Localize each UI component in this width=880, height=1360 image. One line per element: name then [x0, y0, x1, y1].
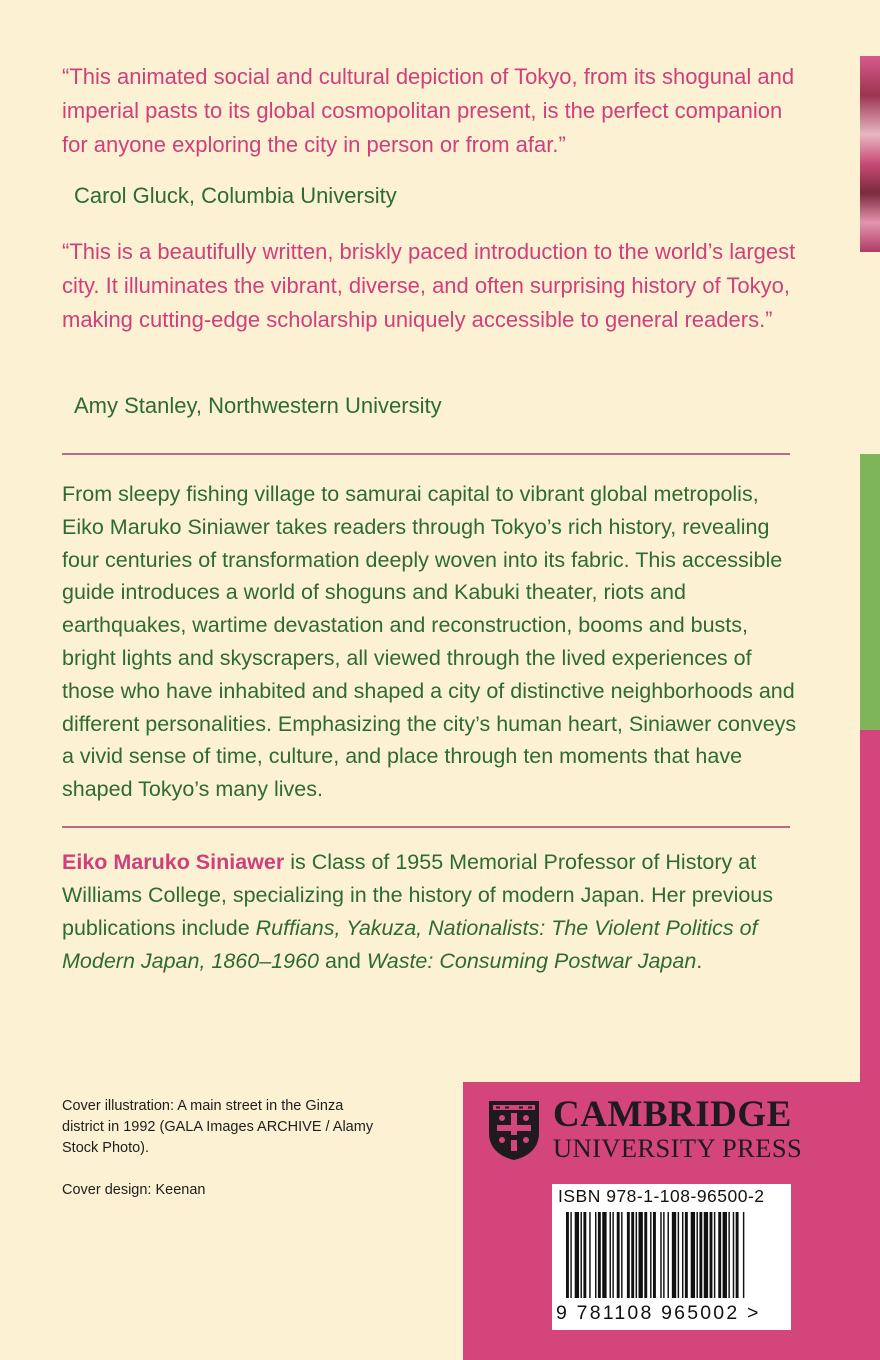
isbn-label: ISBN 978-1-108-96500-2	[558, 1186, 765, 1206]
barcode-bar	[566, 1212, 569, 1298]
barcode-bar	[697, 1212, 698, 1298]
barcode-bar	[685, 1212, 688, 1298]
cover-photo-edge	[860, 56, 880, 252]
barcode-bar	[583, 1212, 586, 1298]
barcode-bar	[631, 1212, 634, 1298]
barcode-bar	[627, 1212, 630, 1298]
bio-text: is Class of 1955 Memorial Professor of History at Williams College, specializing in the history of modern Japan. Her previous publications include	[62, 850, 774, 940]
barcode-bar	[691, 1212, 695, 1298]
barcode-bar	[733, 1212, 734, 1298]
review-quote: “This animated social and cultural depiction of Tokyo, from its shogunal and imperial pasts to its global cosmopolitan present, is the perfect companion for anyone exploring the city in person or from afar.”	[62, 64, 795, 157]
divider	[62, 826, 790, 828]
barcode-bar	[718, 1212, 721, 1298]
cover-illustration-credit: Cover illustration: A main street in the Ginza district in 1992 (GALA Images ARCHIVE / Alamy Stock Photo).	[62, 1098, 374, 1156]
barcode-bar	[672, 1212, 676, 1298]
barcode-bar	[714, 1212, 715, 1298]
pink-stripe	[860, 730, 880, 1082]
cambridge-shield-icon	[487, 1099, 541, 1161]
green-stripe	[860, 454, 880, 730]
barcode-bar	[704, 1212, 708, 1298]
barcode-bar	[636, 1212, 637, 1298]
barcode-bar	[639, 1212, 643, 1298]
barcode-bar	[598, 1212, 601, 1298]
bio-text: and	[319, 949, 367, 973]
isbn-barcode	[552, 1184, 791, 1330]
barcode-bar	[728, 1212, 729, 1298]
barcode-bar	[575, 1212, 579, 1298]
barcode-bar	[612, 1212, 613, 1298]
author-name: Eiko Maruko Siniawer	[62, 850, 285, 874]
publisher-name: CAMBRIDGE	[553, 1094, 792, 1135]
barcode-digits: 9 781108 965002 >	[556, 1302, 761, 1324]
barcode-bar	[581, 1212, 582, 1298]
barcode-bar	[610, 1212, 611, 1298]
book-title: Waste: Consuming Postwar Japan	[366, 949, 697, 973]
barcode-bar	[595, 1212, 596, 1298]
publisher-subname: UNIVERSITY PRESS	[553, 1133, 803, 1163]
review-attribution: Carol Gluck, Columbia University	[74, 183, 397, 208]
barcode-bar	[589, 1212, 590, 1298]
book-description: From sleepy fishing village to samurai capital to vibrant global metropolis, Eiko Maruko Siniawer takes readers through Tokyo’s rich history, revealing four centuries of transformation deeply woven into its fabric. This accessible guide introduces a world of shoguns and Kabuki theater, riots and earthquakes, wartime devastation and reconstruction, booms and busts, bright lights and skyscrapers, all viewed through the lived experiences of those who have inhabited and shaped a city of distinctive neighborhoods and different personalities. Emphasizing the city’s human heart, Siniawer conveys a vivid sense of time, culture, and place through ten moments that have shaped Tokyo’s many lives.	[62, 482, 797, 802]
review-attribution: Amy Stanley, Northwestern University	[74, 393, 442, 418]
barcode-bar	[644, 1212, 647, 1298]
barcode-bar	[743, 1212, 744, 1298]
bio-text: .	[696, 949, 703, 973]
barcode-bar	[668, 1212, 669, 1298]
barcode-bar	[602, 1212, 606, 1298]
author-bio	[62, 846, 792, 978]
barcode-bar	[663, 1212, 664, 1298]
review-quote: “This is a beautifully written, briskly paced introduction to the world’s largest city. It illuminates the vibrant, diverse, and often surprising history of Tokyo, making cutting-edge scholarship uniquely accessible to general readers.”	[62, 239, 796, 332]
barcode-bar	[682, 1212, 683, 1298]
barcode-bar	[736, 1212, 739, 1298]
cover-design-credit: Cover design: Keenan	[62, 1182, 206, 1198]
book-title: Ruffians, Yakuza, Nationalists: The Violent Politics of Modern Japan, 1860–1960	[62, 916, 758, 973]
barcode-bars	[556, 1212, 786, 1306]
barcode-bar	[617, 1212, 620, 1298]
divider	[62, 453, 790, 455]
barcode-bar	[678, 1212, 679, 1298]
barcode-bar	[650, 1212, 651, 1298]
publisher-logo-text	[553, 1096, 802, 1162]
barcode-bar	[570, 1212, 571, 1298]
barcode-bar	[710, 1212, 713, 1298]
barcode-bar	[699, 1212, 702, 1298]
barcode-bar	[621, 1212, 622, 1298]
barcode-bar	[660, 1212, 661, 1298]
barcode-bar	[723, 1212, 727, 1298]
publisher-panel	[463, 1082, 880, 1360]
barcode-bar	[653, 1212, 656, 1298]
